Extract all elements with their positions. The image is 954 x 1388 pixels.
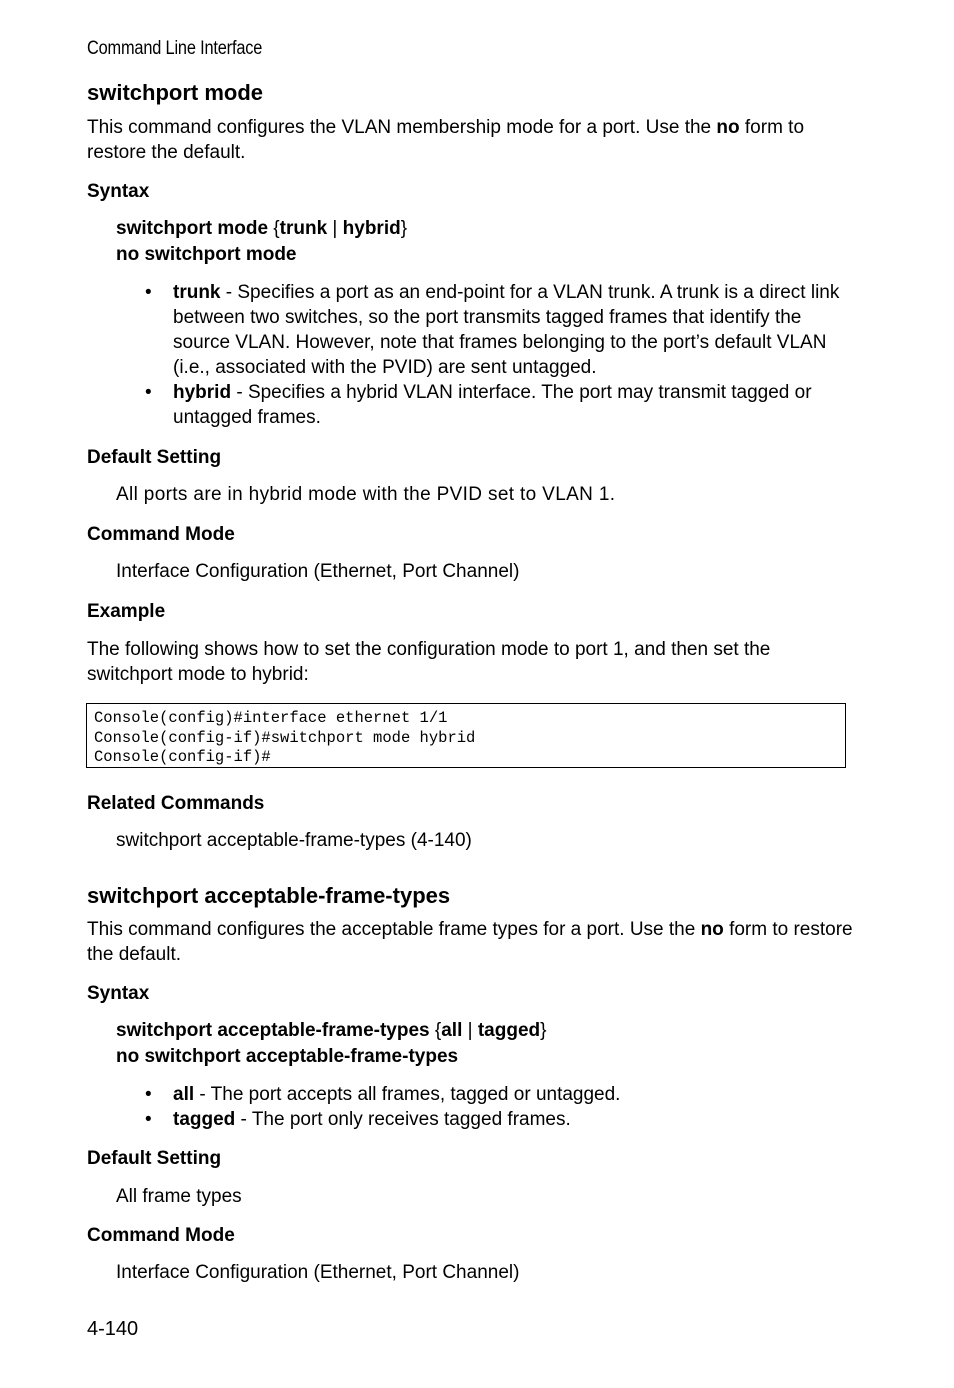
syntax-command: switchport mode	[116, 218, 274, 239]
command-mode-text: Interface Configuration (Ethernet, Port Channel)	[116, 1262, 520, 1283]
syntax-line	[116, 216, 407, 242]
intro-keyword: no	[716, 117, 740, 138]
parameter-term: hybrid	[173, 382, 232, 403]
default-setting-text: All ports are in hybrid mode with the PVID set to VLAN 1.	[116, 484, 616, 505]
syntax-option: trunk	[279, 218, 328, 239]
section-intro	[87, 115, 857, 165]
code-line: Console(config-if)#switchport mode hybrid	[94, 728, 476, 747]
code-line: Console(config-if)#	[94, 748, 271, 766]
related-commands-heading: Related Commands	[87, 793, 265, 814]
syntax-option: hybrid	[342, 218, 401, 239]
syntax-heading: Syntax	[87, 983, 150, 1004]
parameter-description: - Specifies a port as an end-point for a VLAN trunk. A trunk is a direct link between two switches, so the port transmits tagged frames that identify the source VLAN. However, note that frames belonging to the port’s default VLAN (i.e., associated with the PVID) are sent untagged.	[173, 282, 840, 378]
syntax-heading: Syntax	[87, 181, 150, 202]
parameter-list	[145, 1082, 850, 1132]
syntax-command: switchport acceptable-frame-types	[116, 1020, 435, 1041]
code-line: Console(config)#interface ethernet 1/1	[94, 709, 448, 727]
example-text: The following shows how to set the configuration mode to port 1, and then set the switchport mode to hybrid:	[87, 639, 771, 685]
parameter-term: all	[173, 1084, 195, 1105]
list-item	[145, 280, 850, 380]
brace-open: {	[273, 218, 280, 239]
running-header: Command Line Interface	[87, 38, 263, 59]
command-mode-text: Interface Configuration (Ethernet, Port Channel)	[116, 561, 520, 582]
brace-close: }	[400, 218, 408, 239]
syntax-line-no-form: no switchport acceptable-frame-types	[116, 1046, 459, 1067]
section-intro	[87, 917, 857, 967]
page-number: 4-140	[87, 1318, 139, 1340]
parameter-description: - Specifies a hybrid VLAN interface. The port may transmit tagged or untagged frames.	[173, 382, 812, 428]
example-heading: Example	[87, 601, 166, 622]
option-separator: |	[462, 1020, 478, 1041]
related-command-reference: switchport acceptable-frame-types (4-140)	[116, 830, 472, 851]
command-mode-heading: Command Mode	[87, 1225, 235, 1246]
list-item	[145, 380, 850, 430]
intro-text-end: form to restore the default.	[87, 919, 853, 965]
section-title-switchport-mode: switchport mode	[87, 80, 264, 105]
list-item	[145, 1082, 850, 1107]
bullet-icon: •	[145, 1109, 152, 1130]
syntax-block	[116, 216, 407, 268]
syntax-line-no-form: no switchport mode	[116, 244, 297, 265]
command-mode-heading: Command Mode	[87, 524, 235, 545]
syntax-block	[116, 1018, 547, 1070]
brace-close: }	[540, 1020, 547, 1041]
bullet-icon: •	[145, 282, 152, 303]
intro-text-end: form to restore the default.	[87, 117, 805, 163]
syntax-option: tagged	[477, 1020, 541, 1041]
intro-text: This command configures the acceptable frame types for a port. Use the	[87, 919, 701, 940]
intro-keyword: no	[700, 919, 724, 940]
parameter-term: trunk	[173, 282, 221, 303]
parameter-description: - The port only receives tagged frames.	[235, 1109, 571, 1130]
parameter-list	[145, 280, 850, 430]
code-example-box	[86, 703, 846, 768]
default-setting-text: All frame types	[116, 1186, 242, 1207]
syntax-line	[116, 1018, 547, 1044]
section-title-acceptable-frame-types: switchport acceptable-frame-types	[87, 883, 451, 908]
parameter-description: - The port accepts all frames, tagged or untagged.	[194, 1084, 621, 1105]
list-item	[145, 1107, 850, 1132]
syntax-option: all	[441, 1020, 463, 1041]
brace-open: {	[434, 1020, 442, 1041]
intro-text: This command configures the VLAN membership mode for a port. Use the	[87, 117, 717, 138]
parameter-term: tagged	[173, 1109, 236, 1130]
option-separator: |	[327, 218, 343, 239]
default-setting-heading: Default Setting	[87, 447, 222, 468]
default-setting-heading: Default Setting	[87, 1148, 222, 1169]
bullet-icon: •	[145, 1084, 152, 1105]
bullet-icon: •	[145, 382, 152, 403]
